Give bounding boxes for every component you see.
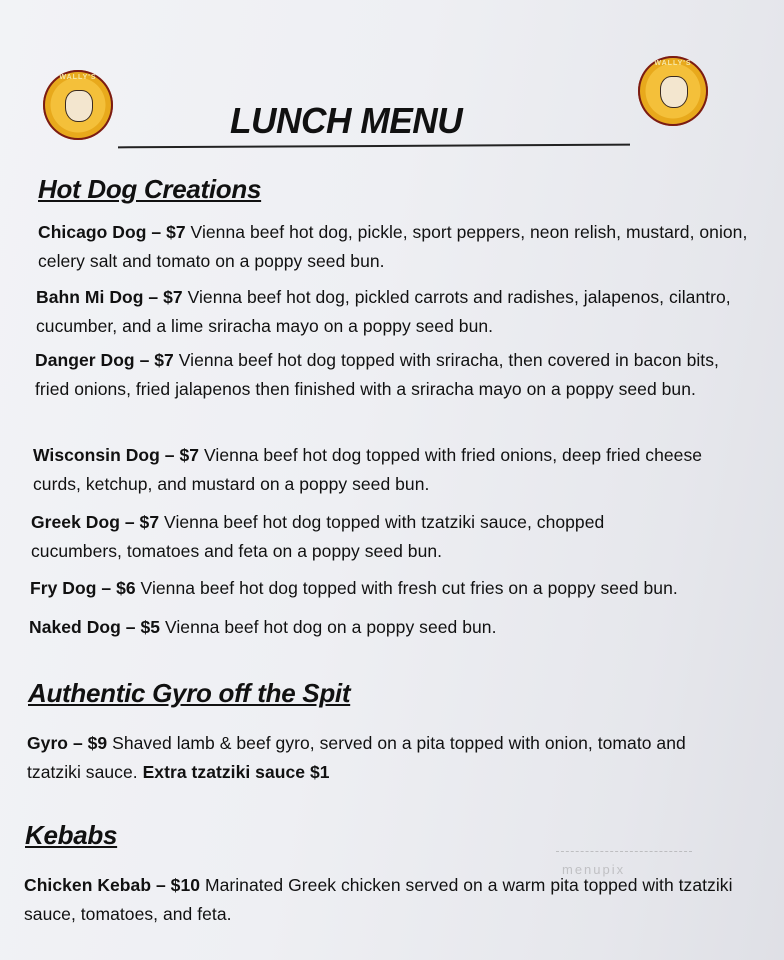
item-name: Greek Dog – $7 (31, 512, 160, 532)
watermark-rule (556, 851, 692, 852)
menu-item-fry-dog (30, 574, 770, 603)
menu-item-danger-dog (35, 346, 747, 404)
page-title: LUNCH MENU (230, 100, 463, 141)
section-heading-gyro: Authentic Gyro off the Spit (28, 678, 351, 708)
item-name: Wisconsin Dog – $7 (33, 445, 200, 465)
item-name: Danger Dog – $7 (35, 350, 174, 370)
menu-item-bahn-mi-dog (36, 283, 736, 341)
item-name: Naked Dog – $5 (29, 617, 161, 637)
menu-item-greek-dog (31, 508, 691, 566)
item-desc: Vienna beef hot dog topped with tzatziki sauce, chopped cucumbers, tomatoes and feta on a poppy seed bun. (31, 512, 605, 561)
restaurant-logo-left: WALLY'S (43, 70, 113, 140)
item-desc: Vienna beef hot dog topped with sriracha, then covered in bacon bits, fried onions, fried jalapenos then finished with a sriracha mayo on a poppy seed bun. (35, 350, 719, 399)
item-desc: Marinated Greek chicken served on a warm pita topped with tzatziki sauce, tomatoes, and feta. (24, 875, 733, 924)
menu-item-wisconsin-dog (33, 441, 723, 499)
watermark: menupix (562, 862, 626, 877)
item-name: Fry Dog – $6 (30, 578, 136, 598)
item-desc: Vienna beef hot dog topped with fried onions, deep fried cheese curds, ketchup, and mustard on a poppy seed bun. (33, 445, 703, 494)
menu-item-gyro (27, 729, 737, 787)
item-desc: Vienna beef hot dog topped with fresh cut fries on a poppy seed bun. (135, 578, 678, 598)
restaurant-logo-right: WALLY'S (638, 56, 708, 126)
logo-face-icon (660, 76, 688, 108)
item-name: Gyro – $9 (27, 733, 108, 753)
menu-item-chicken-kebab (24, 871, 764, 929)
item-desc: Vienna beef hot dog on a poppy seed bun. (160, 617, 497, 637)
item-name: Chicken Kebab – $10 (24, 875, 201, 895)
item-desc: Vienna beef hot dog, pickled carrots and radishes, jalapenos, cilantro, cucumber, and a lime sriracha mayo on a poppy seed bun. (36, 287, 731, 336)
logo-face-icon (65, 90, 93, 122)
item-desc: Vienna beef hot dog, pickle, sport peppers, neon relish, mustard, onion, celery salt and tomato on a poppy seed bun. (38, 222, 748, 271)
menu-item-chicago-dog (38, 218, 750, 276)
title-underline (118, 144, 630, 149)
item-desc: Shaved lamb & beef gyro, served on a pita topped with onion, tomato and tzatziki sauce. (27, 733, 686, 782)
section-heading-hot-dogs: Hot Dog Creations (38, 174, 262, 204)
item-name: Bahn Mi Dog – $7 (36, 287, 183, 307)
item-name: Chicago Dog – $7 (38, 222, 186, 242)
menu-item-naked-dog (29, 613, 769, 642)
section-heading-kebabs: Kebabs (25, 820, 118, 850)
item-extra: Extra tzatziki sauce $1 (142, 762, 330, 782)
